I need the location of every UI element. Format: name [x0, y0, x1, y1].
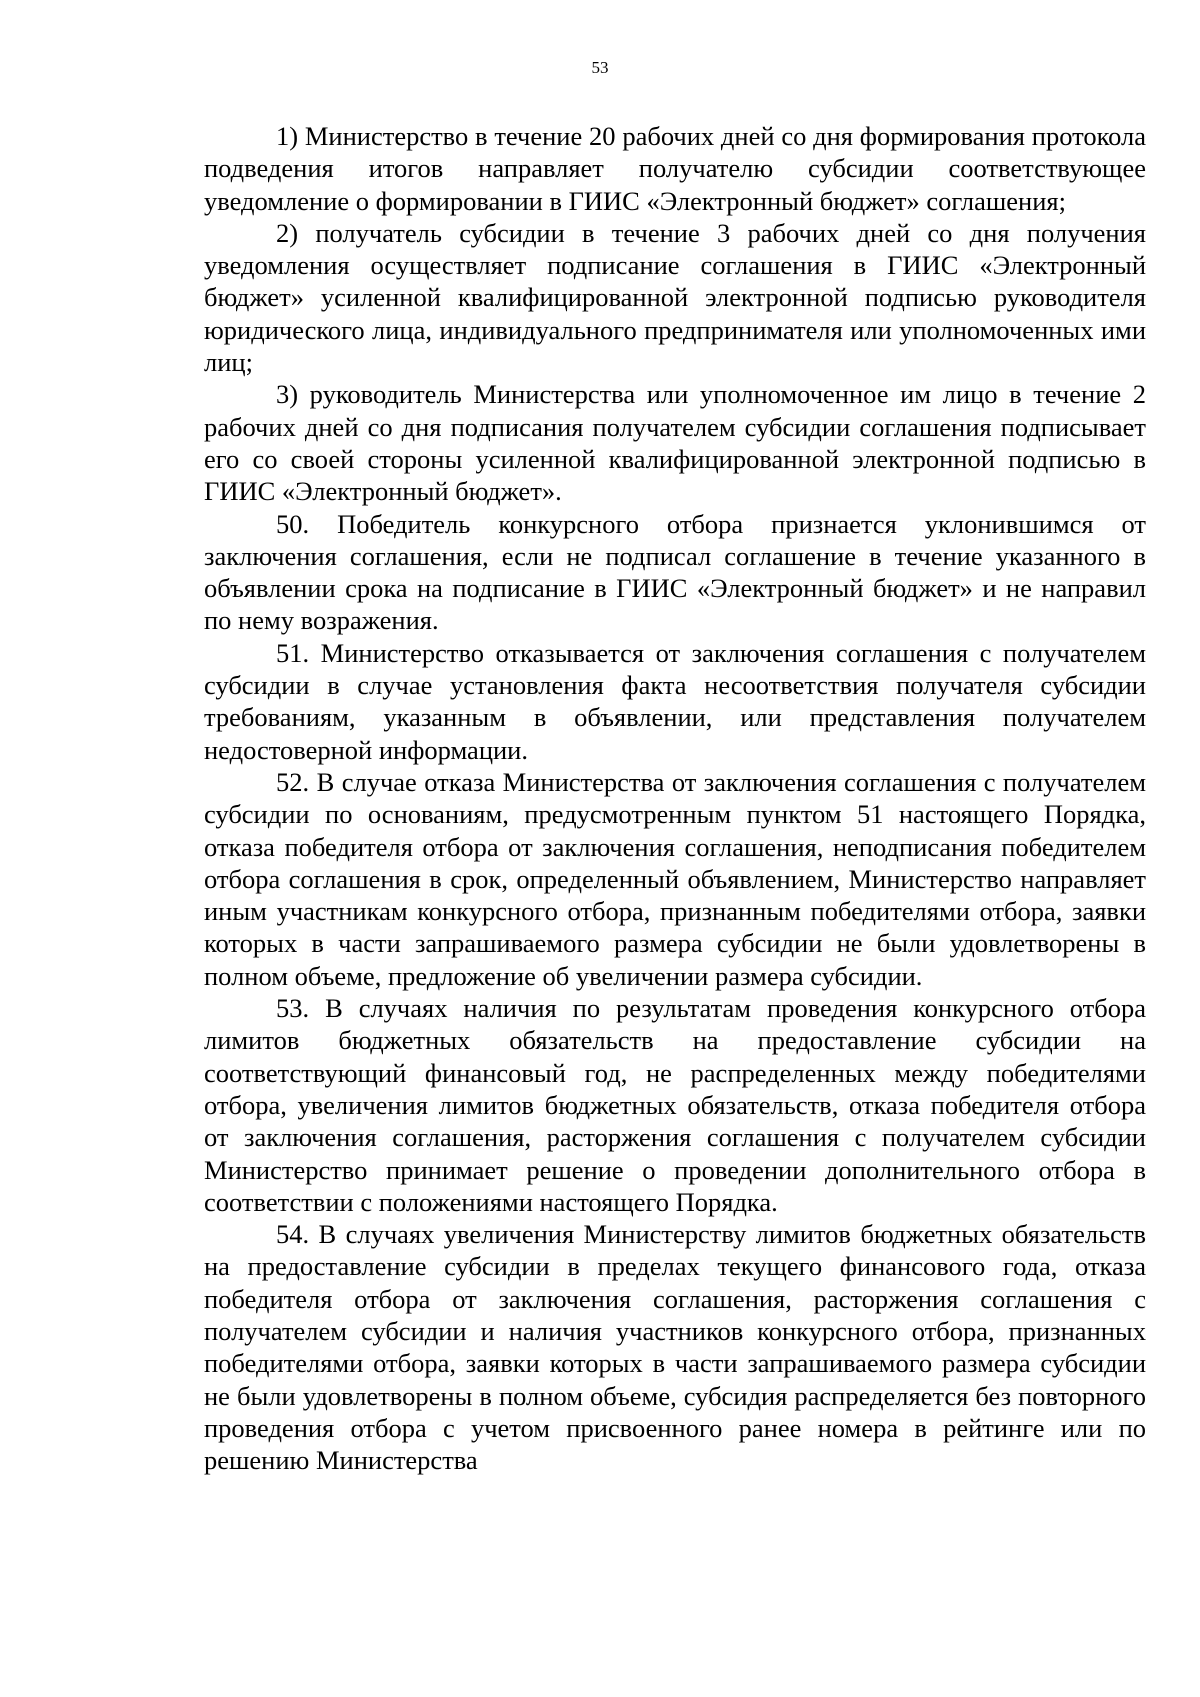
page-number: 53 [591, 58, 609, 77]
paragraph-53: 53. В случаях наличия по результатам проведения конкурсного отбора лимитов бюджетных обязательств на предоставление субсидии на соответствующий финансовый год, не распределенных между победителями отбора, увеличения лимитов бюджетных обязательств, отказа победителя отбора от заключения соглашения, расторжения соглашения с получателем субсидии Министерство принимает решение о проведении дополнительного отбора в соответствии с положениями настоящего Порядка. [204, 993, 1146, 1217]
paragraph-51: 51. Министерство отказывается от заключения соглашения с получателем субсидии в случае установления факта несоответствия получателя субсидии требованиям, указанным в объявлении, или представления получателем недостоверной информации. [204, 637, 1146, 765]
paragraph-50: 50. Победитель конкурсного отбора признается уклонившимся от заключения соглашения, если не подписал соглашение в течение указанного в объявлении срока на подписание в ГИИС «Электронный бюджет» и не направил по нему возражения. [204, 508, 1146, 636]
paragraph-item-2: 2) получатель субсидии в течение 3 рабочих дней со дня получения уведомления осуществляет подписание соглашения в ГИИС «Электронный бюджет» усиленной квалифицированной электронной подписью руководителя юридического лица, индивидуального предпринимателя или уполномоченных ими лиц; [204, 217, 1146, 378]
paragraph-item-1: 1) Министерство в течение 20 рабочих дней со дня формирования протокола подведения итогов направляет получателю субсидии соответствующее уведомление о формировании в ГИИС «Электронный бюджет» соглашения; [204, 121, 1146, 216]
paragraph-52: 52. В случае отказа Министерства от заключения соглашения с получателем субсидии по основаниям, предусмотренным пунктом 51 настоящего Порядка, отказа победителя отбора от заключения соглашения, неподписания победителем отбора соглашения в срок, определенный объявлением, Министерство направляет иным участникам конкурсного отбора, признанным победителями отбора, заявки которых в части запрашиваемого размера субсидии не были удовлетворены в полном объеме, предложение об увеличении размера субсидии. [204, 766, 1146, 991]
paragraph-54: 54. В случаях увеличения Министерству лимитов бюджетных обязательств на предоставление субсидии в пределах текущего финансового года, отказа победителя отбора от заключения соглашения, расторжения соглашения с получателем субсидии и наличия участников конкурсного отбора, признанных победителями отбора, заявки которых в части запрашиваемого размера субсидии не были удовлетворены в полном объеме, субсидия распределяется без повторного проведения отбора с учетом присвоенного ранее номера в рейтинге или по решению Министерства [204, 1219, 1146, 1476]
paragraph-item-3: 3) руководитель Министерства или уполномоченное им лицо в течение 2 рабочих дней со дня подписания получателем субсидии соглашения подписывает его со своей стороны усиленной квалифицированной электронной подписью в ГИИС «Электронный бюджет». [204, 379, 1146, 507]
document-body [204, 120, 1146, 1476]
